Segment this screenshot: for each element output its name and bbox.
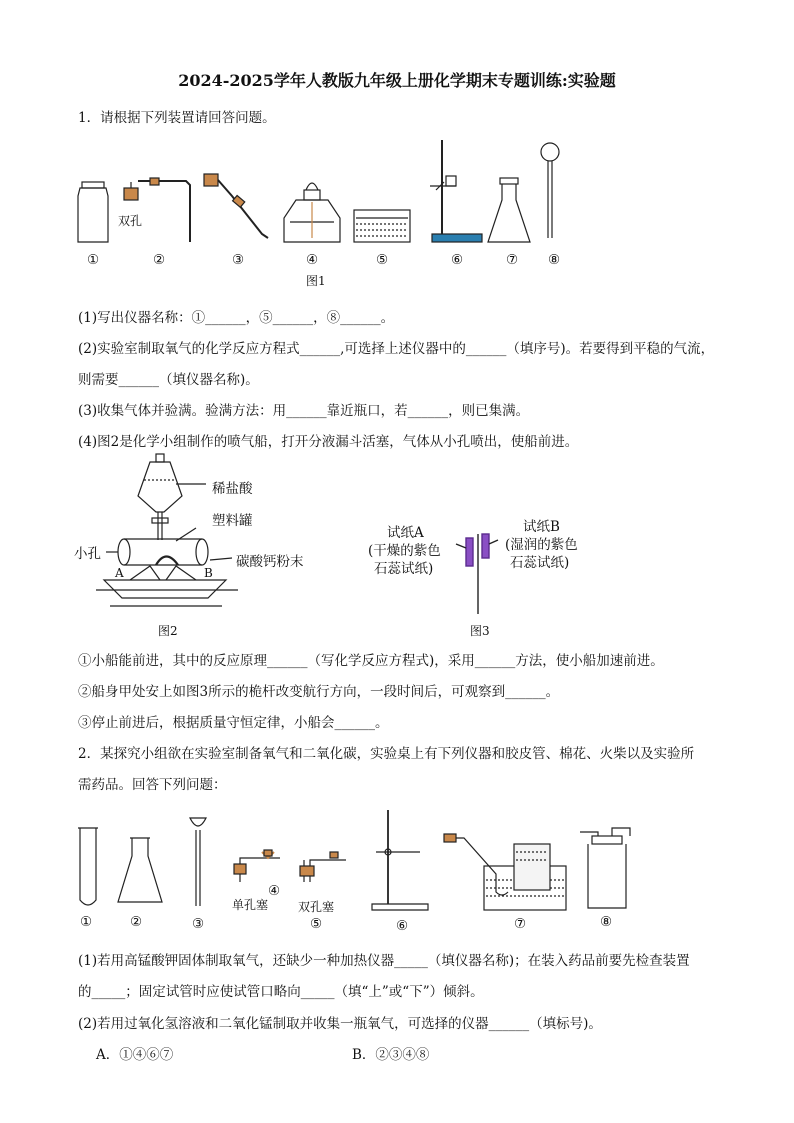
q2-label-single-hole: 单孔塞 xyxy=(232,898,269,912)
fig3-paper-a-desc1: (干燥的紫色 xyxy=(368,543,441,559)
fig2-a: A xyxy=(115,566,124,580)
fig1-num-4: ④ xyxy=(306,252,319,268)
fig3-paper-a: 试纸A xyxy=(387,525,424,541)
fig1-num-6: ⑥ xyxy=(451,252,464,268)
q2-part2: (2)若用过氧化氢溶液和二氧化锰制取并收集一瓶氧气，可选择的仪器______（填标号)。 xyxy=(78,1016,602,1032)
fig3-caption: 图3 xyxy=(470,624,490,638)
q1-intro: 1．请根据下列装置请回答问题。 xyxy=(78,110,276,126)
q2-intro-b: 需药品。回答下列问题： xyxy=(78,777,227,793)
long-neck-funnel-3 xyxy=(190,818,206,906)
q2-num-4: ④ xyxy=(268,883,281,899)
fig2-b: B xyxy=(204,566,213,580)
q2-label-double-hole: 双孔塞 xyxy=(298,900,335,914)
fig3-paper-a-desc2: 石蕊试纸) xyxy=(374,561,434,577)
q1-part3: (3)收集气体并验满。验满方法：用______靠近瓶口，若______，则已集满。 xyxy=(78,403,530,419)
fig1-caption: 图1 xyxy=(306,274,326,288)
fig3-paper-b: 试纸B xyxy=(523,519,560,535)
q1-sub1: ①小船能前进，其中的反应原理______（写化学反应方程式)，采用______方法，使小船加速前进。 xyxy=(78,653,664,669)
conical-flask-2 xyxy=(118,838,162,902)
q1-part4: (4)图2是化学小组制作的喷气船，打开分液漏斗活塞，气体从小孔喷出，使船前进。 xyxy=(78,434,579,450)
iron-stand-6 xyxy=(372,810,428,910)
q1-part1: (1)写出仪器名称：①______，⑤______，⑧______。 xyxy=(78,310,395,326)
q2-num-7: ⑦ xyxy=(514,916,527,932)
q2-part1b: 的_____；固定试管时应使试管口略向_____（填“上”或“下”）倾斜。 xyxy=(78,984,484,1000)
fig1-num-8: ⑧ xyxy=(548,252,561,268)
fig2-powder: 碳酸钙粉末 xyxy=(236,554,304,570)
q2-part1a: (1)若用高锰酸钾固体制取氧气，还缺少一种加热仪器_____（填仪器名称)；在装入药品前要先检查装置 xyxy=(78,953,690,969)
q1-part2a: (2)实验室制取氧气的化学反应方程式______,可选择上述仪器中的______（填序号)。若要得到平稳的气流， xyxy=(78,341,715,357)
q2-intro-a: 2．某探究小组欲在实验室制备氧气和二氧化碳，实验桌上有下列仪器和胶皮管、棉花、火柴以及实验所 xyxy=(78,746,695,762)
q1-sub3: ③停止前进后，根据质量守恒定律，小船会______。 xyxy=(78,715,389,731)
q2-num-2: ② xyxy=(130,914,143,930)
gas-bottle-8 xyxy=(580,828,630,908)
fig1-num-3: ③ xyxy=(232,252,245,268)
fig2-caption: 图2 xyxy=(158,624,178,638)
q1-part2b: 则需要______（填仪器名称)。 xyxy=(78,372,259,388)
water-collection-7 xyxy=(444,834,566,910)
fig1-num-1: ① xyxy=(87,252,100,268)
q1-sub2: ②船身甲处安上如图3所示的桅杆改变航行方向，一段时间后，可观察到______。 xyxy=(78,684,560,700)
fig1-num-7: ⑦ xyxy=(506,252,519,268)
q2-num-5: ⑤ xyxy=(310,916,323,932)
fig2-acid: 稀盐酸 xyxy=(212,481,253,497)
q2-num-3: ③ xyxy=(192,916,205,932)
test-tube-1 xyxy=(78,828,98,905)
fig3-paper-b-desc1: (湿润的紫色 xyxy=(505,537,578,553)
fig2-can: 塑料罐 xyxy=(212,513,253,529)
fig2-hole: 小孔 xyxy=(74,546,101,562)
fig1-num-5: ⑤ xyxy=(376,252,389,268)
fig3-paper-b-desc2: 石蕊试纸) xyxy=(510,555,570,571)
label-double-hole: 双孔 xyxy=(118,214,143,228)
double-hole-stopper-5 xyxy=(300,852,346,882)
q2-num-8: ⑧ xyxy=(600,914,613,930)
q2-option-b[interactable]: B．②③④⑧ xyxy=(352,1047,430,1063)
q2-num-6: ⑥ xyxy=(396,918,409,934)
q2-num-1: ① xyxy=(80,914,93,930)
fig1-num-2: ② xyxy=(153,252,166,268)
single-hole-stopper-4 xyxy=(234,850,280,882)
page-title: 2024-2025学年人教版九年级上册化学期末专题训练:实验题 xyxy=(178,71,616,90)
q2-option-a[interactable]: A．①④⑥⑦ xyxy=(96,1047,174,1063)
